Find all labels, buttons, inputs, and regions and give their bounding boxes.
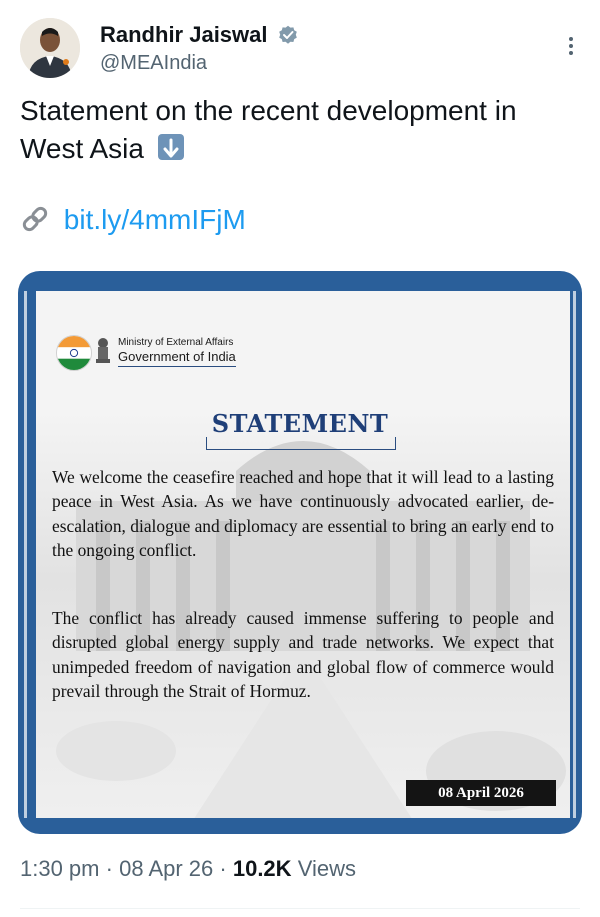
avatar[interactable] (20, 18, 80, 78)
user-block (100, 22, 298, 75)
tweet-link[interactable]: bit.ly/4mmIFjM (63, 204, 246, 235)
indian-flag-icon (56, 335, 92, 371)
statement-image-card[interactable] (18, 271, 582, 834)
verified-icon (278, 25, 298, 45)
tweet-meta (20, 856, 356, 882)
user-handle[interactable]: @MEAIndia (100, 52, 208, 74)
more-options-icon[interactable] (566, 34, 576, 60)
views-label: Views (297, 856, 356, 881)
statement-title: STATEMENT (211, 409, 389, 438)
meta-separator: · (105, 856, 120, 881)
tweet-time[interactable]: 1:30 pm (20, 856, 100, 881)
down-arrow-icon (158, 134, 184, 160)
user-name[interactable]: Randhir Jaiswal (100, 22, 268, 47)
government-label: Government of India (118, 349, 236, 367)
statement-paragraph-2: The conflict has already caused immense suffering to people and disrupted global energy supply and trade networks. We expect that unimpeded freedom of navigation and global flow of commerce would prevail through the Strait of Hormuz. (52, 608, 554, 701)
statement-paragraph-1: We welcome the ceasefire reached and hope that it will lead to a lasting peace in West Asia. As we have continuously advocated earlier, de-escalation, dialogue and diplomacy are essential to bring an early end to the ongoing conflict. (52, 467, 554, 560)
tweet-date[interactable]: 08 Apr 26 (119, 856, 214, 881)
meta-separator: · (219, 856, 233, 881)
divider (20, 908, 580, 909)
tweet-link-row (20, 204, 246, 236)
tweet-header (20, 16, 580, 80)
link-icon (20, 205, 50, 233)
tweet-text-content: Statement on the recent development in West Asia (20, 95, 517, 164)
card-stripe-right (573, 291, 576, 818)
statement-date-badge: 08 April 2026 (406, 780, 556, 806)
statement-document (36, 291, 570, 818)
title-underline (206, 437, 396, 450)
ministry-label: Ministry of External Affairs (118, 337, 234, 348)
tweet-text (20, 92, 580, 168)
national-emblem-icon (94, 337, 112, 367)
views-count: 10.2K (232, 856, 292, 881)
card-stripe-left (24, 291, 27, 818)
